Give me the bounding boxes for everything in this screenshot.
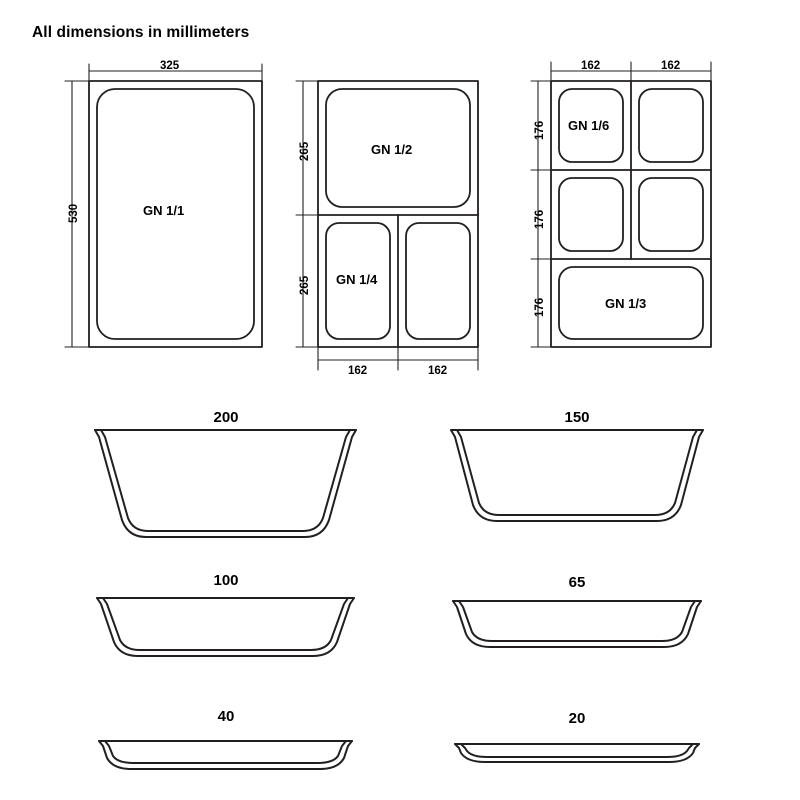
dimension-label-265-bottom: 265: [299, 275, 311, 295]
dimension-label-162-col2: 162: [661, 60, 681, 72]
pan-profile-40: [99, 741, 352, 769]
dimension-label-176-row1: 176: [534, 120, 546, 140]
dimension-label-162-left: 162: [348, 365, 368, 377]
gn-1-4-label: GN 1/4: [336, 272, 378, 287]
gn-1-2-label: GN 1/2: [371, 142, 413, 157]
pan-depth-label-150: 150: [564, 409, 590, 426]
pan-depth-label-65: 65: [568, 574, 586, 591]
dimension-label-325: 325: [160, 60, 180, 72]
pan-profile-100: [97, 598, 354, 656]
pan-profile-65: [453, 601, 701, 647]
pan-depth-label-200: 200: [213, 409, 239, 426]
page-title: All dimensions in millimeters: [32, 24, 250, 41]
pan-depth-label-100: 100: [213, 572, 239, 589]
dimension-label-162-right: 162: [428, 365, 448, 377]
diagram-gn-half-quarter: [296, 81, 478, 370]
dimension-label-176-row2: 176: [534, 209, 546, 229]
gn-1-6-label: GN 1/6: [568, 118, 610, 133]
dimension-label-162-col1: 162: [581, 60, 601, 72]
dimension-label-265-top: 265: [299, 141, 311, 161]
gn-1-1-label: GN 1/1: [143, 203, 185, 218]
pan-profile-150: [451, 430, 703, 521]
pan-depth-label-40: 40: [217, 708, 235, 725]
gn-1-3-label: GN 1/3: [605, 296, 647, 311]
dimension-label-530: 530: [68, 203, 80, 223]
pan-depth-label-20: 20: [568, 710, 586, 727]
pan-profile-200: [95, 430, 356, 537]
dimension-label-176-row3: 176: [534, 297, 546, 317]
pan-profile-20: [455, 744, 699, 762]
